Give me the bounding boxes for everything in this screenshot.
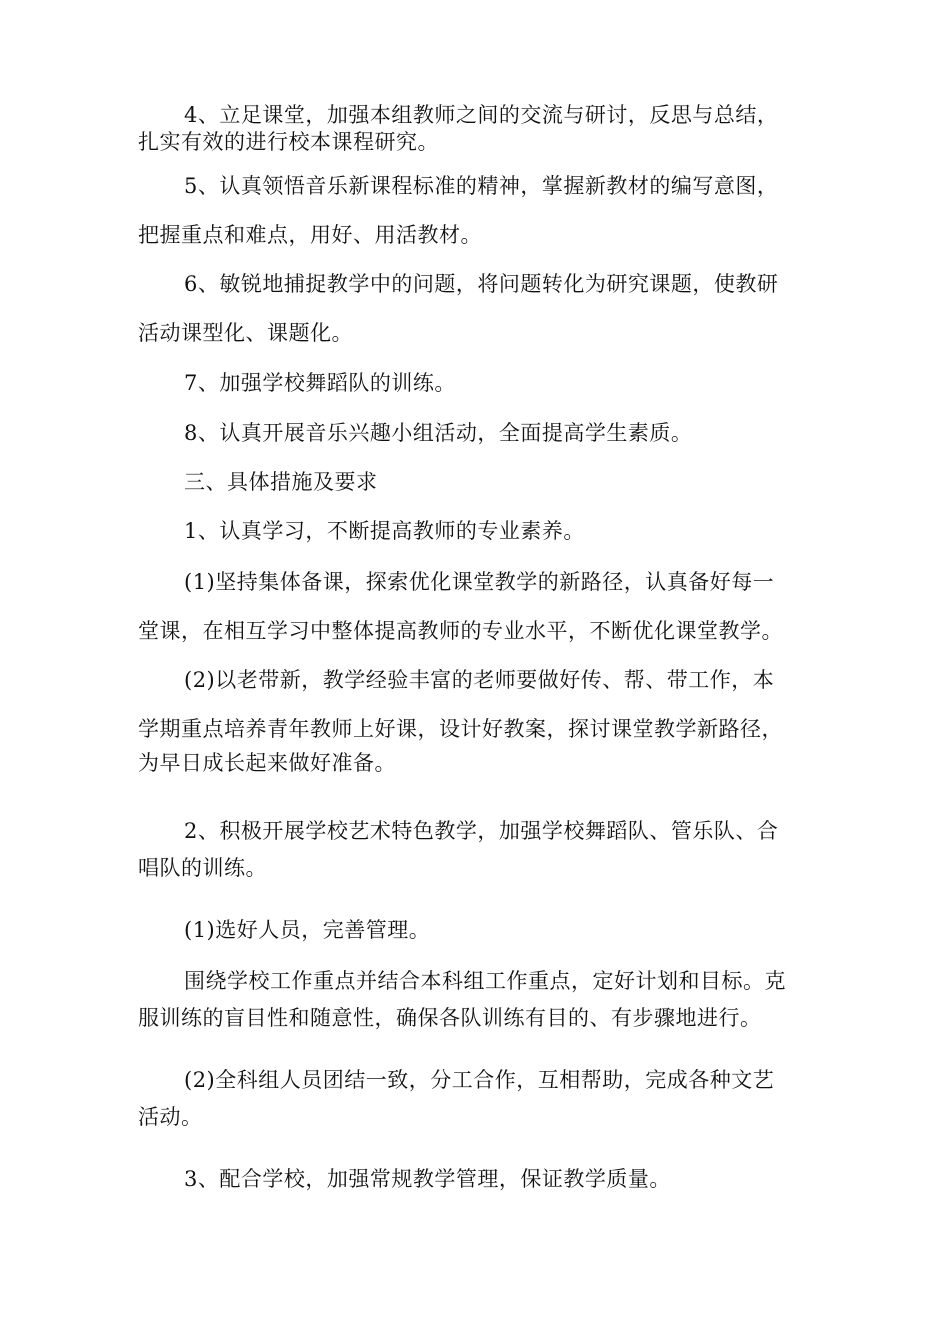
paragraph-line: (1)坚持集体备课，探索优化课堂教学的新路径，认真备好每一 xyxy=(184,570,775,594)
paragraph-line: 把握重点和难点，用好、用活教材。 xyxy=(138,223,482,247)
paragraph-measure-2 xyxy=(138,818,820,882)
paragraph-item-4 xyxy=(138,102,820,156)
paragraph-item-8 xyxy=(138,420,820,447)
paragraph-measure-2-2 xyxy=(138,1067,820,1131)
paragraph-item-6 xyxy=(138,271,820,347)
paragraph-line: 活动。 xyxy=(138,1105,203,1129)
paragraph-line: (2)以老带新，教学经验丰富的老师要做好传、帮、带工作，本 xyxy=(184,668,775,692)
paragraph-measure-2-1 xyxy=(138,917,820,944)
paragraph-line: (1)选好人员，完善管理。 xyxy=(184,918,431,942)
paragraph-line: 活动课型化、课题化。 xyxy=(138,321,353,345)
paragraph-line: (2)全科组人员团结一致，分工合作，互相帮助，完成各种文艺 xyxy=(184,1068,775,1092)
paragraph-line: 学期重点培养青年教师上好课，设计好教案，探讨课堂教学新路径， xyxy=(138,717,783,741)
paragraph-line: 2、积极开展学校艺术特色教学，加强学校舞蹈队、管乐队、合 xyxy=(184,819,779,843)
paragraph-line: 扎实有效的进行校本课程研究。 xyxy=(138,130,439,154)
heading-line: 三、具体措施及要求 xyxy=(184,470,378,494)
paragraph-measure-1 xyxy=(138,518,820,545)
section-heading xyxy=(138,469,820,496)
paragraph-line: 为早日成长起来做好准备。 xyxy=(138,751,396,775)
paragraph-line: 围绕学校工作重点并结合本科组工作重点，定好计划和目标。克 xyxy=(184,969,786,993)
paragraph-line: 1、认真学习，不断提高教师的专业素养。 xyxy=(184,519,585,543)
paragraph-item-5 xyxy=(138,173,820,249)
paragraph-measure-3 xyxy=(138,1166,820,1193)
paragraph-item-7 xyxy=(138,370,820,397)
paragraph-measure-1-1 xyxy=(138,569,820,645)
paragraph-line: 服训练的盲目性和随意性，确保各队训练有目的、有步骤地进行。 xyxy=(138,1006,762,1030)
paragraph-line: 6、敏锐地捕捉教学中的问题，将问题转化为研究课题，使教研 xyxy=(184,272,779,296)
paragraph-measure-2-detail xyxy=(138,968,820,1032)
paragraph-line: 5、认真领悟音乐新课程标准的精神，掌握新教材的编写意图， xyxy=(184,174,779,198)
paragraph-line: 7、加强学校舞蹈队的训练。 xyxy=(184,371,456,395)
paragraph-line: 唱队的训练。 xyxy=(138,856,267,880)
paragraph-line: 3、配合学校，加强常规教学管理，保证教学质量。 xyxy=(184,1167,671,1191)
paragraph-line: 堂课，在相互学习中整体提高教师的专业水平，不断优化课堂教学。 xyxy=(138,619,783,643)
paragraph-line: 4、立足课堂，加强本组教师之间的交流与研讨，反思与总结， xyxy=(184,103,779,127)
paragraph-line: 8、认真开展音乐兴趣小组活动，全面提高学生素质。 xyxy=(184,421,693,445)
paragraph-measure-1-2 xyxy=(138,667,820,777)
